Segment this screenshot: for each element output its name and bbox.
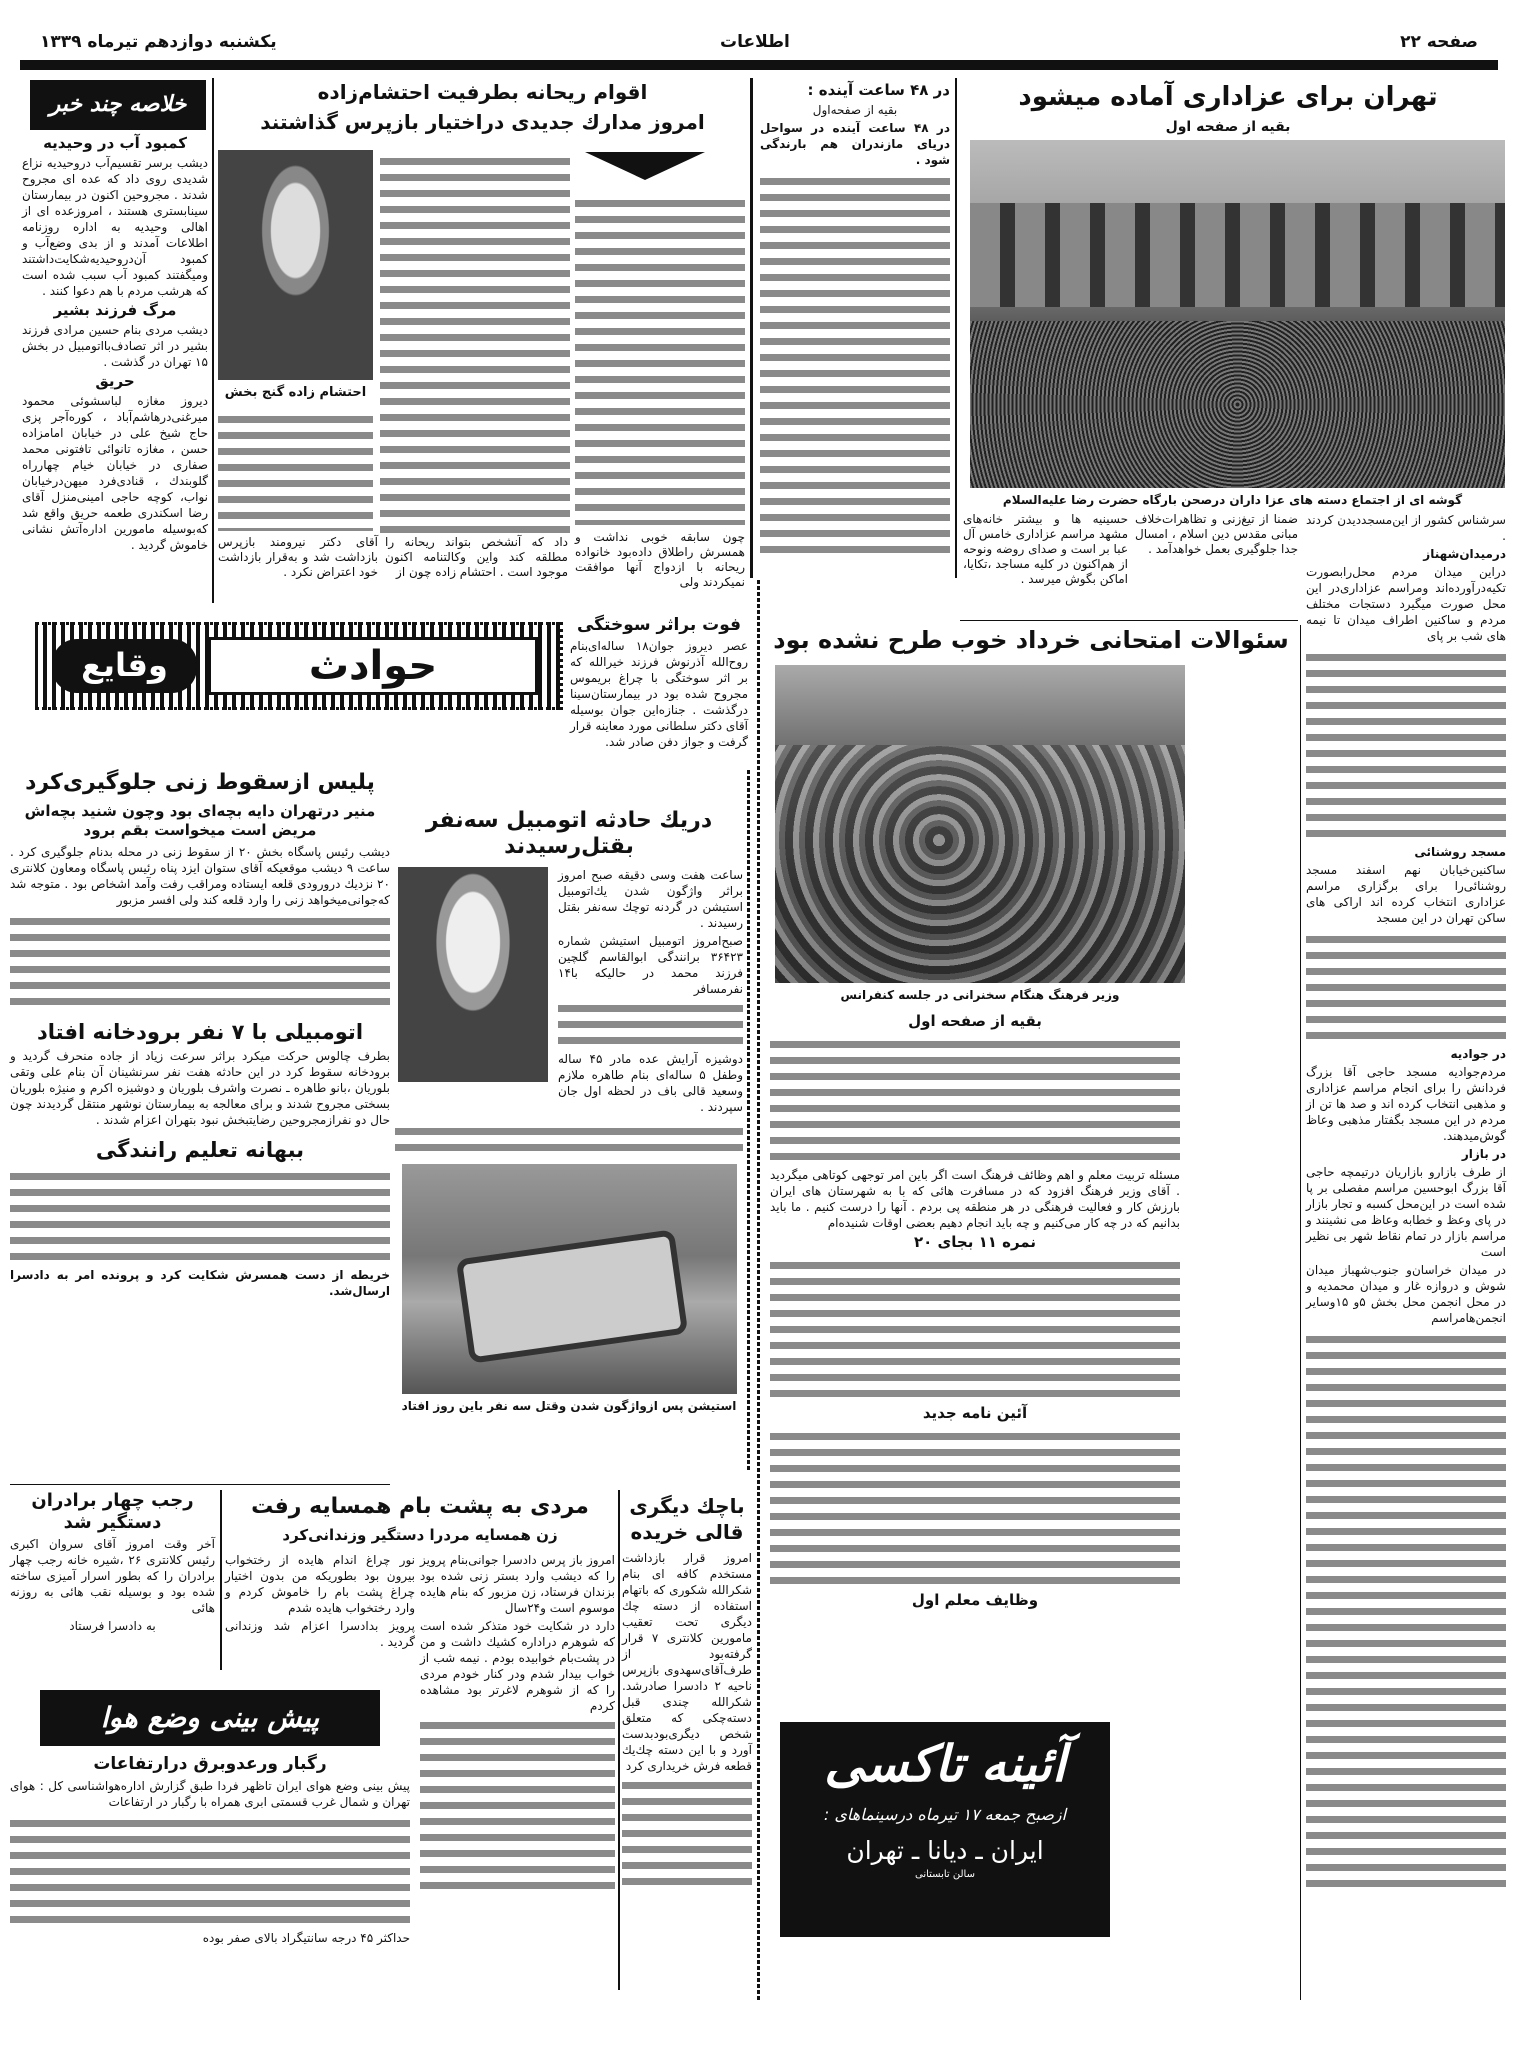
portrait-photo: [218, 150, 373, 380]
text-block: [575, 195, 745, 525]
ehtesham-text-3: چون سابقه خوبی نداشت و همسرش راطلاق داده‌بود خانواده ریحانه با ازدواج آنها موافقت نمیکردند ولی: [575, 530, 745, 589]
portrait-caption: احتشام زاده گنج بخش: [224, 385, 367, 400]
divider: [960, 620, 1298, 621]
conference-caption: وزیر فرهنگ هنگام سخنرانی در جلسه کنفرانس: [840, 988, 1120, 1002]
right-heading: در جوادیه: [1450, 1047, 1506, 1061]
summary-banner: خلاصه چند خبر: [30, 80, 206, 130]
exam-subhead: وظایف معلم اول: [911, 1591, 1039, 1609]
issue-date: یکشنبه دوازدهم تیرماه ۱۳۳۹: [40, 32, 277, 52]
text-block: [1306, 1331, 1506, 1891]
right-intro: سرشناس کشور از این‌مسجددیدن کردند .: [1306, 513, 1506, 543]
burn-story: [570, 614, 748, 752]
victim-photo: [398, 867, 548, 1082]
mosque-courtyard-photo: [970, 140, 1505, 488]
cinema-ad-title: آئینه تاکسی: [824, 1735, 1066, 1793]
mosque-headline: تهران برای عزاداری آماده میشود: [1018, 82, 1438, 112]
roof-text-4: دارد در شکایت خود متذکر شده است که شوهرم دراداره کشیك داشت و من در پشت‌بام خوابیده بودم . نیمه شب از خواب بیدار شدم ودر کنار خودم مردی را که از شوهرم لاغرتر بود مشاهده کردم: [420, 1619, 615, 1713]
right-heading: در بازار: [1461, 1147, 1506, 1161]
burn-title: فوت براثر سوختگی: [576, 615, 742, 635]
arrow-down-icon: [585, 152, 705, 180]
cinema-ad-cinemas: ایران ـ دیانا ـ تهران: [846, 1836, 1044, 1865]
text-block: [218, 411, 373, 531]
right-text: ساکنین‌خیابان نهم اسفند مسجد روشنائی‌را برای برگزاری مراسم عزاداری انتخاب کرده اند اراکی های ساکن تهران در این مسجد: [1306, 863, 1506, 925]
column-rule: [212, 78, 214, 603]
crash-story: [395, 808, 743, 1416]
weather-section: [10, 1690, 410, 1948]
page-number: صفحه ۲۲: [1400, 32, 1478, 52]
ehtesham-kicker: اقوام ریحانه بطرفیت احتشام‌زاده: [317, 80, 648, 104]
text-block: [770, 1036, 1180, 1164]
summary-news: [22, 134, 208, 555]
cinema-ad: [780, 1722, 1110, 1937]
events-banner-word: حوادث: [208, 637, 538, 695]
summary-item-title: کمبود آب در وحیدیه: [43, 134, 187, 152]
text-block: [10, 913, 390, 1009]
burn-text: عصر دیروز جوان۱۸ ساله‌ای‌بنام روح‌الله آذرنوش فرزند خیرالله که بر اثر سوختگی با چراغ بریموس مجروح شده بود در بیمارستان‌سینا درگذشت . جنازه‌این جوان بوسیله آقای دکتر سلطانی مورد معاینه قرار گرفت و جواز دفن صادر شد.: [570, 639, 749, 749]
driving-headline: ببهانه تعلیم رانندگی: [95, 1137, 305, 1162]
crash-paragraph: دوشیزه آرایش عده مادر ۴۵ ساله وطفل ۵ ساله‌ای بنام طاهره ملازم وسعید قالی باف در لحظه اول جان سپردند .: [558, 1051, 743, 1114]
summary-item-text: دیشب مردی بنام حسین مرادی فرزند بشیر در اثر تصادف‌بااتومبیل در بخش ۱۵ تهران در گذشت .: [22, 323, 208, 369]
right-column: [1306, 512, 1506, 1894]
column-rule: [955, 78, 957, 578]
crash-paragraph: ساعت هفت وسی دقیقه صبح امروز براثر واژگون شدن یك‌اتومبیل استیشن در گردنه توچك سه‌نفر بقتل رسیدند .: [558, 867, 743, 930]
text-block: [380, 153, 570, 533]
right-text: از طرف بازارو بازاریان درتیمچه حاجی آقا بزرگ ابوحسین مراسم مفصلی بر پا شده است در این‌محل کسبه و تجار بازار در پای وعظ و خطابه وعاظ می نشینند و مراسم بازار در تمام نقاط شهر بی نظیر است: [1305, 1165, 1506, 1259]
text-block: [1306, 931, 1506, 1043]
exam-subhead: نمره ۱۱ بجای ۲۰: [913, 1233, 1036, 1251]
cinema-ad-note: سالن تابستانی: [915, 1869, 975, 1880]
exam-text: مسئله تربیت معلم و اهم وظائف فرهنگ است اگر باین امر توجهی کوتاهی میگردید . آقای وزیر فرهنگ افزود که در مسافرت هائی که با به شهرستان های ایران بارزش کار و فعالیت فرهنگی در هر منطقه پی بردم . آنها را درست کنیم . ما باید بدانیم که در چه کار می‌کنیم و چه باید انجام دهیم بعضی اوقات شنیده‌ام: [770, 1168, 1180, 1230]
roof-right-column: [420, 1552, 615, 1896]
roof-left-column: [225, 1552, 415, 1652]
exam-subhead: بقیه از صفحه اول: [908, 1012, 1042, 1030]
right-text: مردم‌جوادیه مسجد حاجی آقا بزرگ فردانش را برای انجام مراسم عزاداری و مذهبی انتخاب کرده اند و صد ها تن از مردم در این مسجد بگفتار مذهبی وعاظ گوش‌میدهند.: [1306, 1065, 1506, 1143]
weather-48h-text: در ۴۸ ساعت آینده در سواحل دریای مازندران هم بارندگی شود .: [760, 121, 950, 167]
divider: [10, 1484, 390, 1485]
text-block: [1306, 649, 1506, 841]
weather-48h-continued: بقیه از صفحه‌اول: [812, 103, 898, 117]
text-block: [420, 1717, 615, 1893]
police-subhead: منیر درتهران دایه بچه‌ای بود وچون شنید بچه‌اش مریض است میخواست بقم برود: [24, 802, 376, 840]
weather-banner: پیش بینی وضع هوا: [40, 1690, 380, 1746]
right-heading: درمیدان‌شهناز: [1423, 547, 1506, 561]
car-photo-caption: استیشن پس ازواژگون شدن وقتل سه نفر باین روز افتاد: [401, 1398, 737, 1413]
conference-photo: [775, 665, 1185, 983]
text-block: [760, 173, 950, 557]
rajab-end: به دادسرا فرستاد: [69, 1619, 156, 1633]
carpet-title: باچك دیگری: [629, 1494, 745, 1518]
weather-headline: رگبار ورعدوبرق درارتفاعات: [93, 1754, 327, 1774]
mosque-continued: بقیه از صفحه اول: [1165, 119, 1291, 135]
ehtesham-headline: امروز مدارك جدیدی دراختیار بازپرس گذاشتند: [260, 110, 705, 134]
column-rule: [1300, 625, 1301, 2000]
events-banner: [35, 622, 563, 710]
roof-text-2: نور چراغ اندام هایده از رختخواب بیرون بود بطوریکه من بدون اختیار چراغ پشت بام را خاموش کردم و وارد رختخواب هایده شدم: [225, 1553, 415, 1615]
text-block: [395, 1123, 743, 1155]
column-rule: [220, 1490, 222, 1670]
rajab-text: آخر وقت امروز آقای سروان اکبری رئیس کلانتری ۲۶ ،شیره خانه رجب چهار برادران را که بطور اسرار آمیزی ساخته شده بود و بوسیله نقب هائی به روزنه هائی: [10, 1537, 215, 1615]
weather-48h: [760, 80, 950, 560]
summary-item-text: دیشب برسر تقسیم‌آب دروحیدیه نزاع شدیدی روی داد که عده ای مجروح شدند . مجروحین اکنون در بیمارستان سینابستری هستند ، امروزعده ای از اهالی وحیدیه به اداره روزنامه اطلاعات آمدند و از بدی وضع‌آب و کمبود آن‌دروحیدیه‌شکایت‌داشتند ومیگفتند کمبود آب سبب شده است که هرشب مردم با هم دعوا کنند .: [22, 156, 208, 298]
cinema-ad-date: ازصبح جمعه ۱۷ تیرماه درسینماهای :: [823, 1805, 1067, 1824]
rajab-story: [10, 1490, 215, 1636]
text-block: [622, 1777, 752, 1889]
river-headline: اتومبیلی با ۷ نفر برودخانه افتاد: [36, 1020, 364, 1045]
events-banner-word: وقایع: [52, 639, 197, 693]
mosque-caption: گوشه ای از اجتماع دسته های عزا داران درصحن بارگاه حضرت رضا علیه‌السلام: [1002, 493, 1463, 507]
text-block: [10, 1815, 410, 1927]
overturned-car-photo: [402, 1164, 737, 1394]
text-block: [558, 1000, 743, 1048]
ehtesham-text-1: آقای دکتر نیرومند بازپرس بازداشت شد و به‌قرار بازداشت خود اعتراض نکرد .: [218, 535, 378, 579]
crash-headline: دریك حادثه اتومبیل سه‌نفر بقتل‌رسیدند: [425, 808, 713, 860]
driving-end: خریطه از دست همسرش شکایت کرد و پرونده امر به دادسرا ارسال‌شد.: [10, 1267, 390, 1298]
right-text: در میدان خراسان‌و جنوب‌شهباز میدان شوش و دروازه غار و میدان محمدیه و در محل انجمن محل بخش ۵و ۱۵وسایر انجمن‌هامراسم: [1306, 1263, 1506, 1325]
carpet-title: قالی خریده: [630, 1520, 744, 1544]
mosque-text-2: حسینیه ها و بیشتر خانه‌های مشهد مراسم عزاداری خامس آل عبا بر است و صدای روضه ونوحه از هم‌اکنون در کلیه مساجد ،تکایا، اماکن بگوش میرسد .: [963, 512, 1128, 586]
weather-48h-title: در ۴۸ ساعت آینده :: [807, 81, 950, 99]
river-text: بطرف چالوس حرکت میکرد براثر سرعت زیاد از جاده منحرف گردید و برودخانه سقوط کرد در این حادثه هفت نفر سرنشینان آن بنام علی وتقی بلوریان ،بانو طاهره ـ نصرت واشرف بلوریان و دوشیزه اکرم و منیژه بلوریان بسختی مجروح شدند و برای معالجه به بیمارستان نوشهر منتقل گردیدند چون حال دو نفرازمجروحین رضایتبخش نبود بتهران اعزام شدند .: [10, 1048, 390, 1127]
newspaper-name: اطلاعات: [720, 32, 790, 52]
summary-item-title: حریق: [95, 372, 135, 390]
roof-text-1: امروز باز پرس دادسرا جوانی‌بنام پرویز را که دیشب وارد بستر زنی شده بود بزندان فرستاد، زن مزبور که بنام هایده موسوم است و۲۴سال: [420, 1553, 615, 1615]
ornamental-rule: [747, 770, 750, 1470]
column-rule: [750, 78, 753, 578]
rajab-title: رجب چهار برادران دستگیر شد: [31, 1490, 194, 1533]
exam-body: [770, 1012, 1180, 1612]
summary-item-text: دیروز مغازه لباسشوئی محمود میرغنی‌درهاشم‌آباد ، کوره‌آجر پزی حاج شیخ علی در خیابان امامزاده حسن ، مغازه تانوائی تافتونی محمد صفاری در خیابان خیام چهارراه گلوبندك ، قنادی‌فرد میهن‌درخیابان نواب، کوچه حاجی امینی‌منزل آقای رضا اسکندری طعمه حریق واقع شد که‌بوسیله مامورین اداره‌آتش نشانی خاموش گردید .: [22, 394, 208, 552]
roof-subhead: زن همسایه مردرا دستگیر وزندانی‌کرد: [282, 1526, 558, 1544]
police-headline: پلیس ازسقوط زنی جلوگیری‌کرد: [25, 770, 375, 795]
left-stories: [10, 770, 390, 1301]
police-paragraph: دیشب رئیس پاسگاه بخش ۲۰ از سقوط زنی در محله بدنام جلوگیری کرد . ساعت ۹ دیشب موقعیکه آقای ستوان ایزد پناه رئیس پاسگاه ومعاون کلانتری ۲۰ نزدیك درورودی قلعه ایستاده ومراقب رفت وآمد اشخاص بود . متوجه شد که‌جوانی‌میخواهد زنی را وارد قلعه کند ولی افسر مزبور: [10, 845, 391, 908]
exam-headline: سئوالات امتحانی خرداد خوب طرح نشده بود: [773, 626, 1289, 654]
text-block: [770, 1257, 1180, 1401]
carpet-story: [622, 1494, 752, 1892]
masthead-rule: [20, 60, 1498, 70]
text-block: [10, 1168, 390, 1264]
mosque-text-1: ضمنا از تیغ‌زنی و تظاهرات‌خلاف مبانی مقدس دین اسلام ، امسال جدا جلوگیری بعمل خواهدآمد .: [1135, 512, 1298, 556]
weather-paragraph: پیش بینی وضع هوای ایران تاظهر فردا طبق گزارش اداره‌هواشناسی کل : هوای تهران و شمال غرب قسمتی ابری همراه با رگبار در ارتفاعات: [10, 1779, 410, 1809]
ornamental-rule: [757, 580, 760, 2000]
summary-item-title: مرگ فرزند بشیر: [53, 301, 177, 319]
ehtesham-text-2: داد که آنشخص بتواند ریحانه را مطلقه کند واین وکالتنامه اکنون موجود است . احتشام زاده چون از: [385, 535, 568, 579]
crash-text: [558, 867, 743, 1117]
right-text: دراین میدان مردم محل‌رابصورت تکیه‌درآورده‌اند ومراسم عزاداری‌در این محل صورت میگیرد دستجات مختلف مردم و ساکنین اطراف میدان تا نیمه های شب بر پای: [1306, 565, 1506, 643]
weather-end: حداکثر ۴۵ درجه سانتیگراد بالای صفر بوده: [202, 1931, 410, 1945]
roof-headline: مردی به پشت بام همسایه رفت: [251, 1494, 589, 1519]
carpet-text: امروز قرار بازداشت مستخدم کافه ای بنام شکرالله شکوری که باتهام استفاده از دسته چك دیگری تحت تعقیب مامورین کلانتری ۷ قرار گرفته‌بود از طرف‌آقای‌سهدوی بازپرس ناحیه ۲ دادسرا صادرشد. شکرالله چندی قبل دسته‌چکی که متعلق شخص دیگری‌بود‌بدست آورد و با این دسته چك‌یك قطعه فرش خریداری کرد: [622, 1551, 752, 1773]
column-rule: [618, 1490, 620, 1990]
roof-text-3: پرویز بدادسرا اعزام شد وزندانی گردید .: [225, 1619, 415, 1649]
right-heading: مسجد روشنائی: [1414, 845, 1506, 859]
text-block: [770, 1428, 1180, 1588]
crash-paragraph: صبح‌امروز اتومبیل استیشن شماره ۳۶۴۲۳ برانندگی ابوالقاسم گلچین فرزند محمد در حالیکه با۱۴ نفرمسافر: [558, 933, 743, 996]
exam-subhead: آئین نامه جدید: [922, 1404, 1028, 1422]
